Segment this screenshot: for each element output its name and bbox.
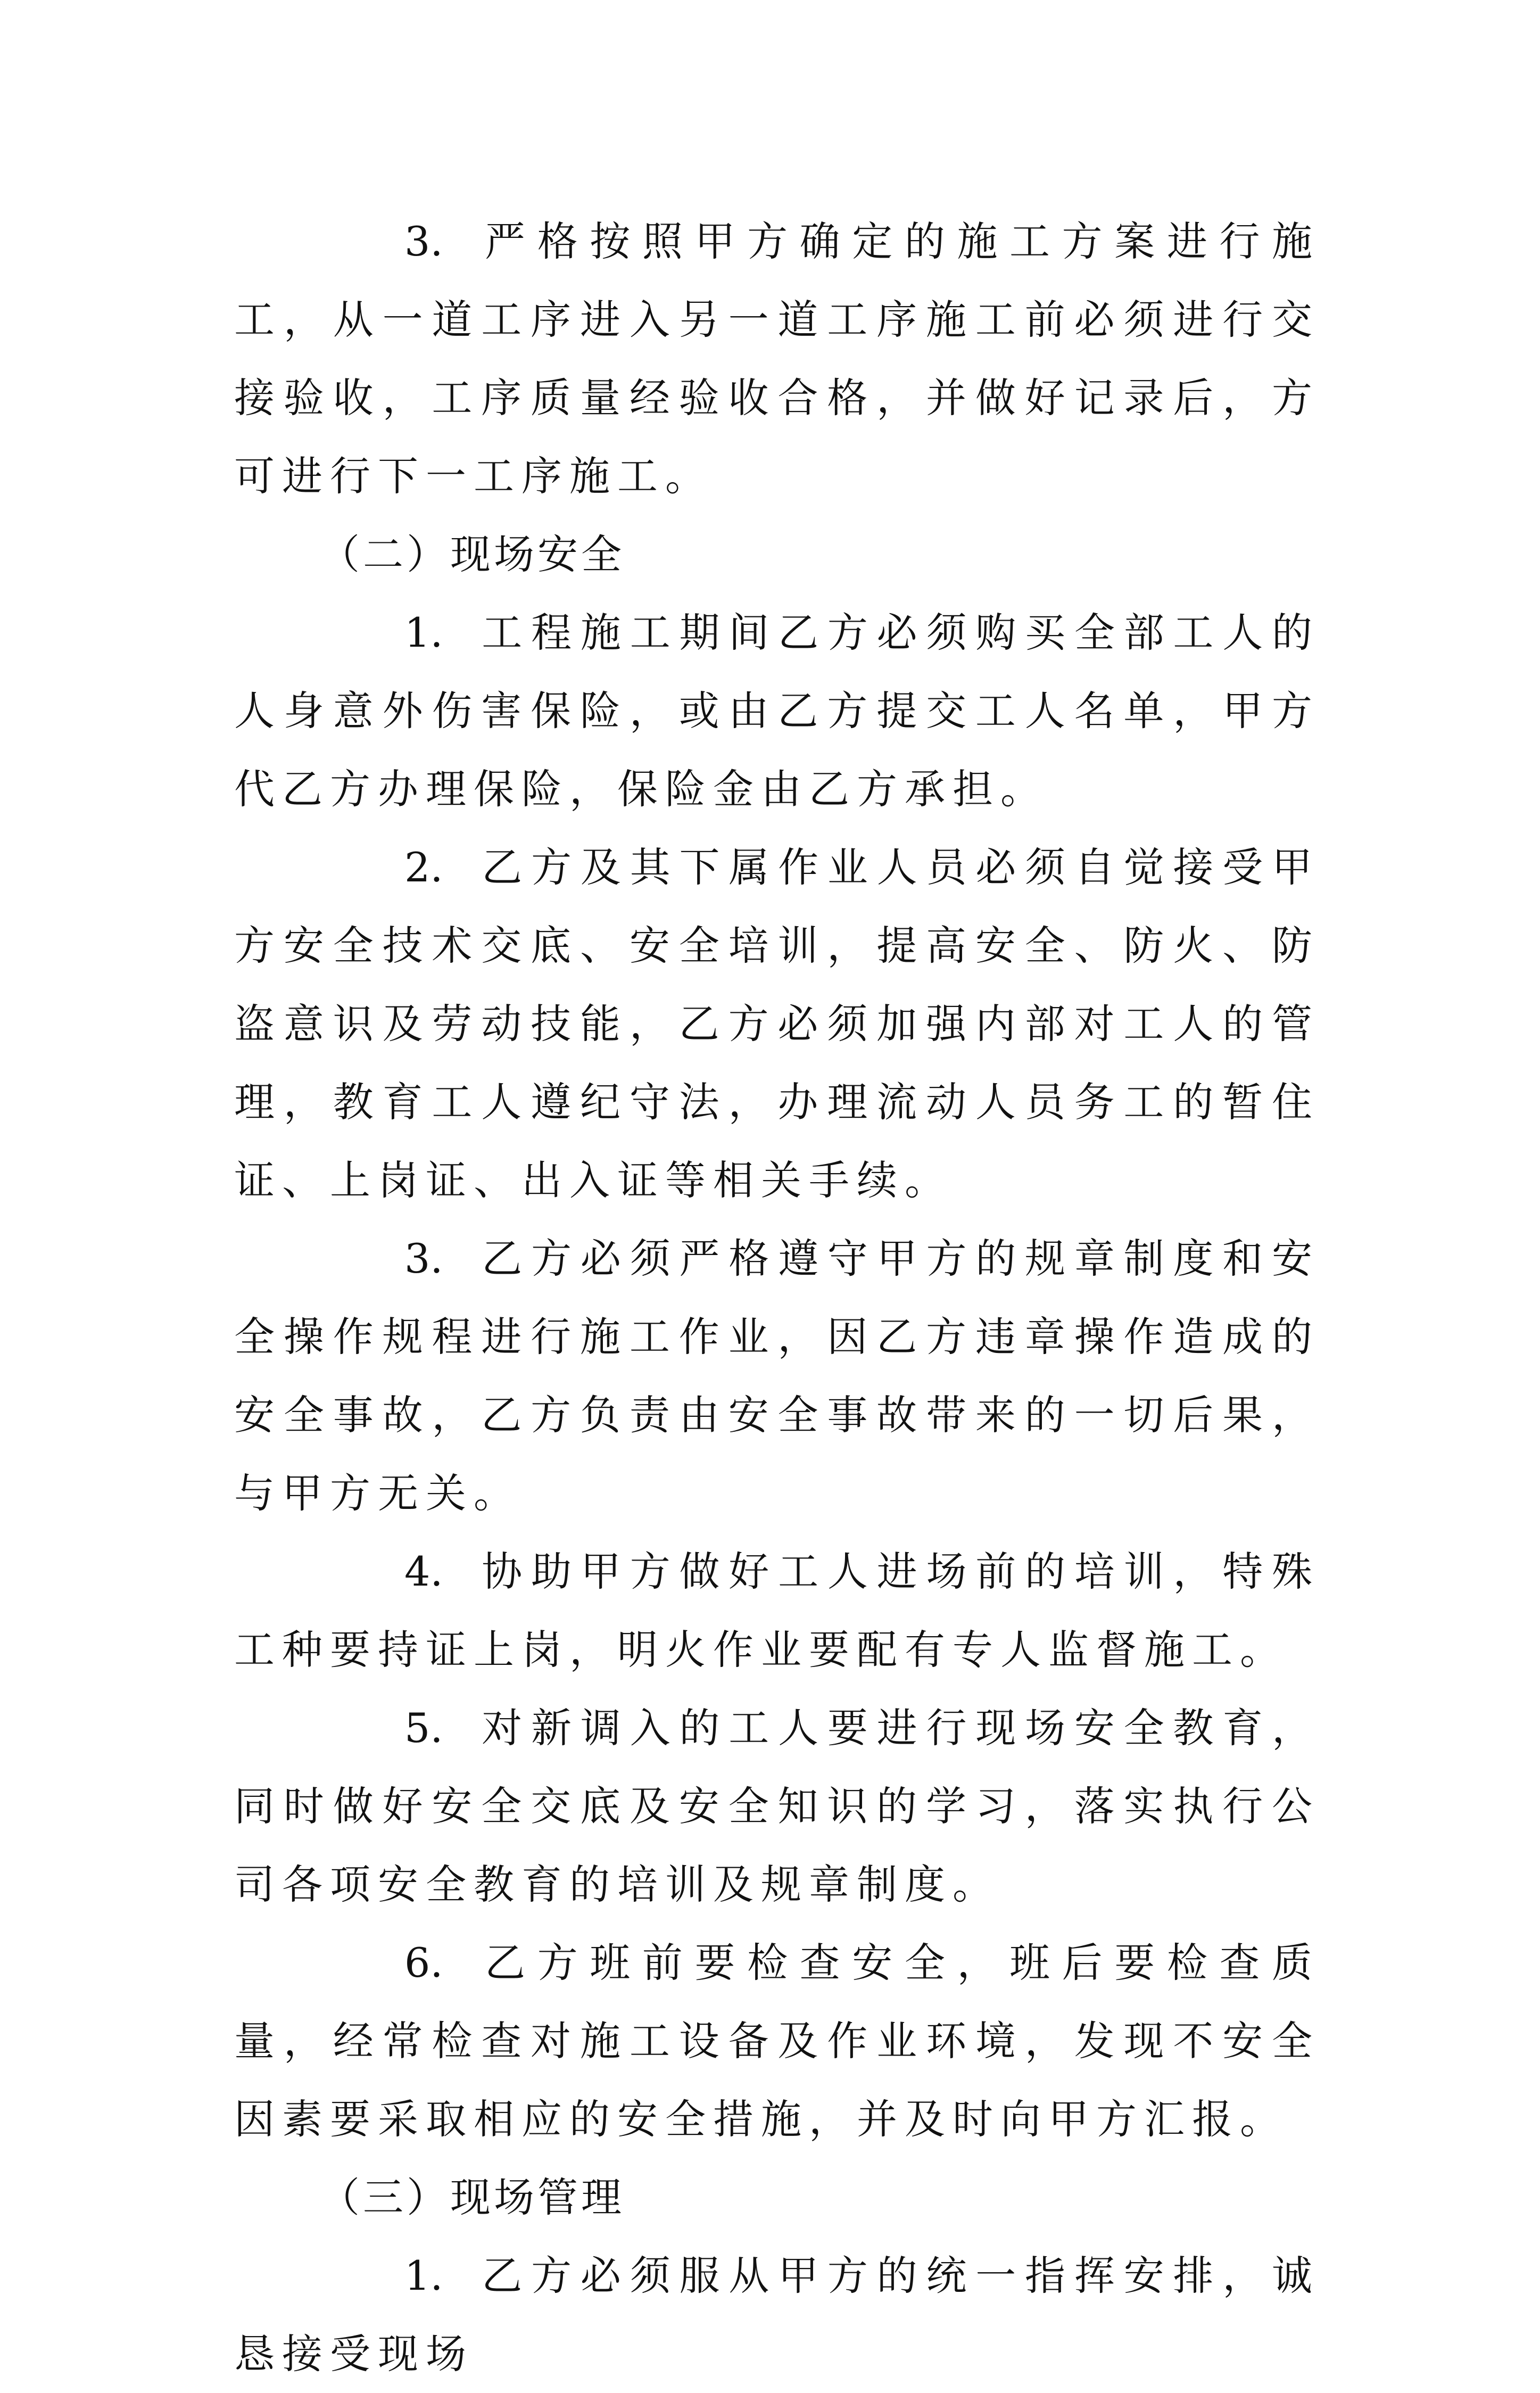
clause-4-worker-training [234, 1532, 1320, 1689]
section-heading-site-management: （三）现场管理 [319, 2174, 625, 2221]
clause-number: 2. [404, 844, 443, 891]
clause-number: 1. [404, 2252, 443, 2299]
clause-number: 4. [404, 1548, 443, 1595]
clause-6-inspection [234, 1924, 1320, 2158]
clause-number: 6. [404, 1939, 443, 1986]
document-body [234, 202, 1320, 2393]
clause-text: 乙方必须严格遵守甲方的规章制度和安全操作规程进行施工作业，因乙方违章操作造成的安全事故，乙方负责由安全事故带来的一切后果，与甲方无关。 [234, 1235, 1320, 1517]
clause-number: 5. [404, 1704, 443, 1752]
clause-5-safety-education [234, 1689, 1320, 1924]
clause-text: 乙方必须服从甲方的统一指挥安排，诚恳接受现场 [234, 2252, 1320, 2378]
clause-number: 1. [404, 609, 443, 656]
clause-3-regulations [234, 1219, 1320, 1532]
clause-number: 3. [404, 218, 443, 265]
clause-text: 严格按照甲方确定的施工方案进行施工，从一道工序进入另一道工序施工前必须进行交接验收，工序质量经验收合格，并做好记录后，方可进行下一工序施工。 [234, 218, 1320, 500]
clause-text: 乙方及其下属作业人员必须自觉接受甲方安全技术交底、安全培训，提高安全、防火、防盗意识及劳动技能，乙方必须加强内部对工人的管理，教育工人遵纪守法，办理流动人员务工的暂住证、上岗证、出入证等相关手续。 [234, 844, 1320, 1204]
clause-text: 协助甲方做好工人进场前的培训，特殊工种要持证上岗，明火作业要配有专人监督施工。 [234, 1548, 1320, 1673]
clause-number: 3. [404, 1235, 443, 1282]
clause-1-command [234, 2237, 1320, 2393]
clause-text: 乙方班前要检查安全，班后要检查质量，经常检查对施工设备及作业环境，发现不安全因素要采取相应的安全措施，并及时向甲方汇报。 [234, 1939, 1320, 2143]
clause-1-insurance [234, 593, 1320, 828]
clause-text: 工程施工期间乙方必须购买全部工人的人身意外伤害保险，或由乙方提交工人名单，甲方代乙方办理保险，保险金由乙方承担。 [234, 609, 1320, 813]
clause-text: 对新调入的工人要进行现场安全教育，同时做好安全交底及安全知识的学习，落实执行公司各项安全教育的培训及规章制度。 [234, 1704, 1320, 1908]
section-heading-site-safety: （二）现场安全 [319, 531, 625, 578]
clause-2-safety-training [234, 828, 1320, 1219]
clause-3-construction-plan [234, 202, 1320, 515]
